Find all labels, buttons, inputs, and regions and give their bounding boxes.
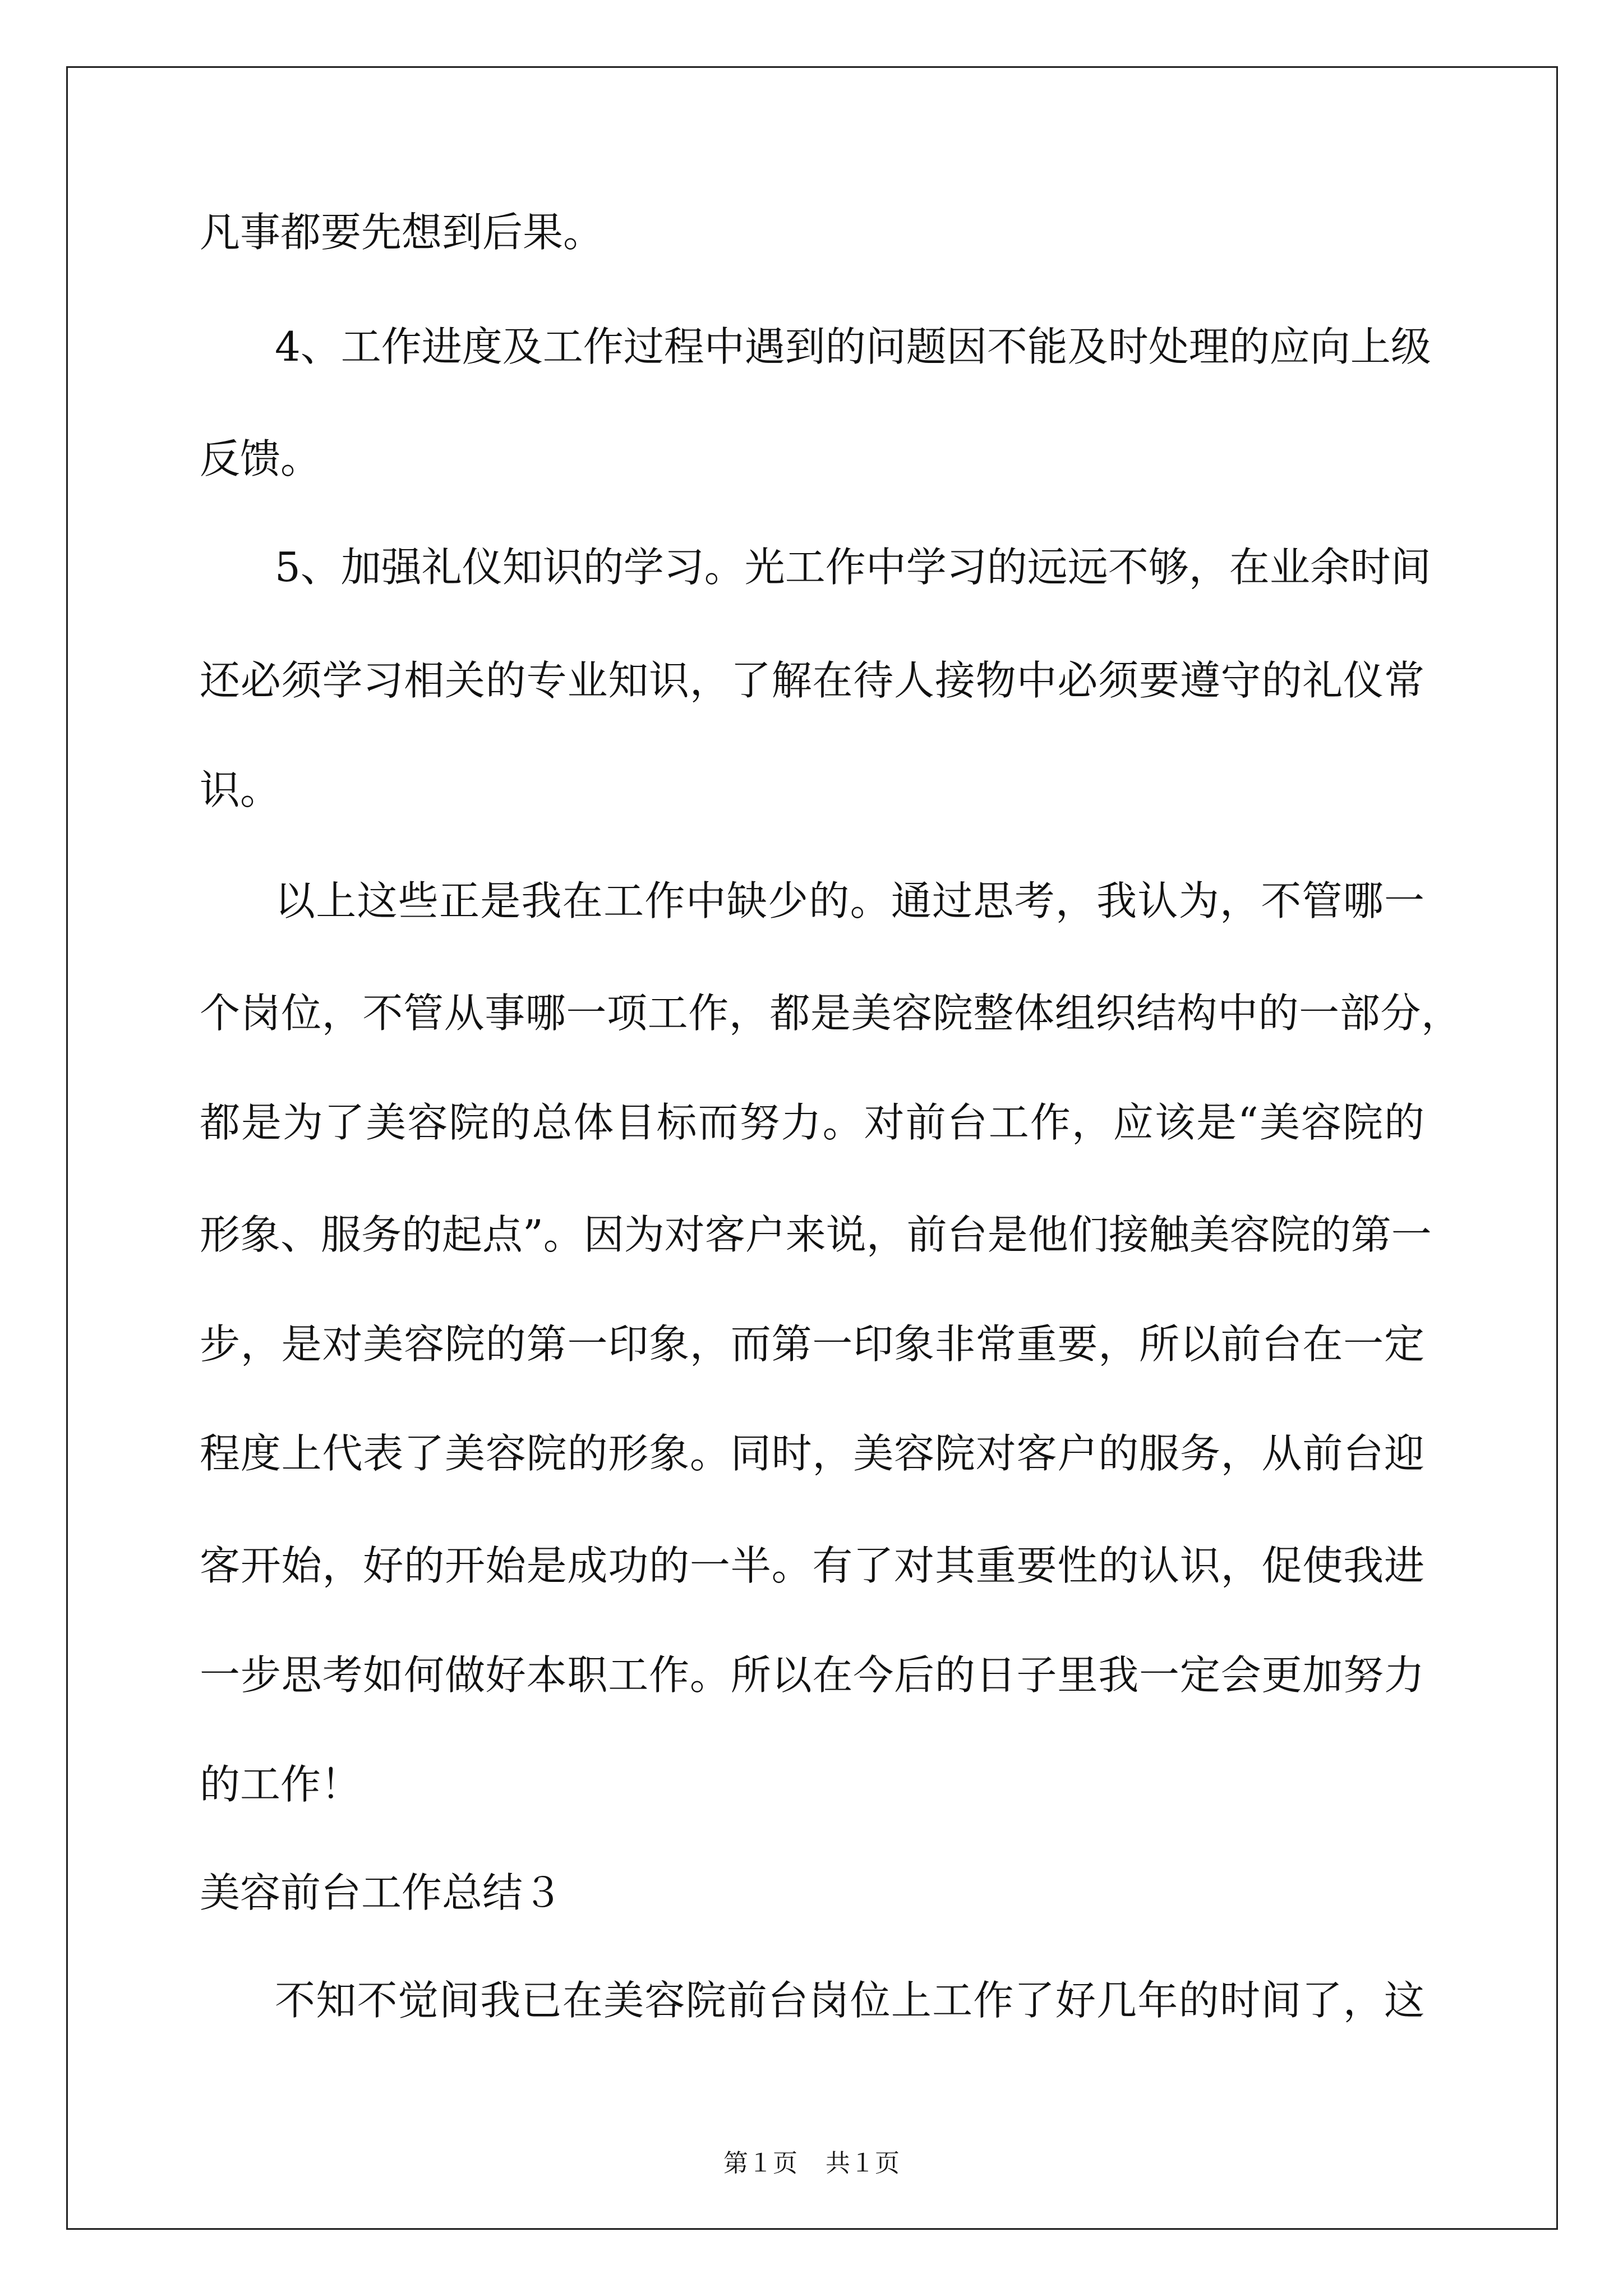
page-number: 第１页	[723, 2149, 797, 2178]
section-heading: 美容前台工作总结３	[200, 1869, 564, 1916]
text-line: 4、工作进度及工作过程中遇到的问题因不能及时处理的应向上级	[275, 323, 1431, 370]
text-line: 识。	[200, 766, 281, 813]
text-line: 形象、服务的起点”。因为对客户来说，前台是他们接触美容院的第一	[200, 1211, 1432, 1258]
text-line: 还必须学习相关的专业知识，了解在待人接物中必须要遵守的礼仪常	[200, 657, 1424, 704]
text-line: 5、加强礼仪知识的学习。光工作中学习的远远不够，在业余时间	[275, 544, 1431, 591]
text-line: 步，是对美容院的第一印象，而第一印象非常重要，所以前台在一定	[200, 1320, 1424, 1368]
text-line: 都是为了美容院的总体目标而努力。对前台工作，应该是“美容院的	[200, 1099, 1424, 1146]
text-line: 个岗位，不管从事哪一项工作，都是美容院整体组织结构中的一部分，	[200, 990, 1461, 1037]
text-line: 的工作！	[200, 1761, 362, 1808]
text-line: 以上这些正是我在工作中缺少的。通过思考，我认为，不管哪一	[275, 877, 1424, 924]
text-line: 反馈。	[200, 435, 321, 482]
text-line: 一步思考如何做好本职工作。所以在今后的日子里我一定会更加努力	[200, 1651, 1424, 1699]
text-line: 客开始，好的开始是成功的一半。有了对其重要性的认识，促使我进	[200, 1542, 1424, 1589]
page-footer	[0, 2143, 1623, 2179]
text-line: 凡事都要先想到后果。	[200, 209, 604, 256]
page-total: 共１页	[826, 2149, 900, 2178]
text-line: 不知不觉间我已在美容院前台岗位上工作了好几年的时间了，这	[275, 1977, 1424, 2024]
text-line: 程度上代表了美容院的形象。同时，美容院对客户的服务，从前台迎	[200, 1430, 1424, 1477]
